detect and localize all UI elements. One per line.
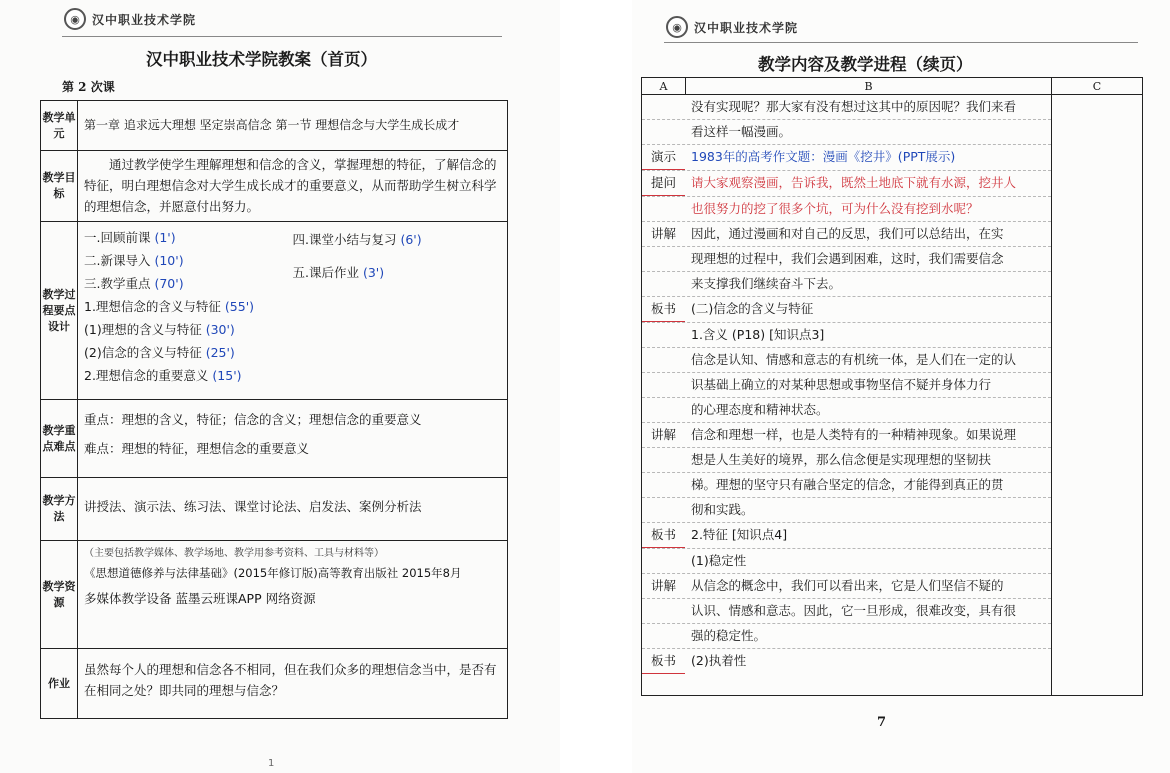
column-a-header: A <box>642 78 686 95</box>
school-logo-icon: ◉ <box>64 8 86 30</box>
process-item: (2)信念的含义与特征 (25') <box>84 345 235 360</box>
content-line <box>642 523 1051 549</box>
content-line-text: 1.含义 (P18) [知识点3] <box>691 327 825 342</box>
content-line-text: 现理想的过程中，我们会遇到困难，这时，我们需要信念 <box>691 251 1004 266</box>
homework-label: 作业 <box>41 649 78 719</box>
homework-row <box>41 649 508 719</box>
process-item: 一.回顾前课 (1') <box>84 230 176 245</box>
content-line-tag: 板书 <box>642 649 685 674</box>
lesson-number: 第 2 次课 <box>62 80 115 94</box>
methods-cell <box>78 478 508 541</box>
lesson-plan-table <box>40 100 508 719</box>
left-school-name: 汉中职业技术学院 <box>92 12 197 27</box>
content-cell <box>642 95 1052 696</box>
content-line-tag <box>642 247 685 271</box>
content-line-text: 彻和实践。 <box>691 502 754 517</box>
content-line <box>642 599 1051 624</box>
content-line-tag <box>642 549 685 573</box>
process-item: 五.课后作业 (3') <box>292 265 385 280</box>
content-line-text: 强的稳定性。 <box>691 628 767 643</box>
key-points-label: 教学重点难点 <box>41 400 78 478</box>
content-line <box>642 624 1051 649</box>
goals-text: 通过教学使学生理解理想和信念的含义，掌握理想的特征，了解信念的特征，明白理想信念对大学生成长成才的重要意义，从而帮助学生树立科学的理想信念，并愿意付出努力。 <box>84 157 497 214</box>
page-gutter <box>560 0 632 773</box>
left-header <box>64 8 196 30</box>
goals-label: 教学目标 <box>41 151 78 222</box>
content-line-text: 因此，通过漫画和对自己的反思，我们可以总结出，在实 <box>691 226 1004 241</box>
content-line <box>642 95 1051 120</box>
content-line <box>642 120 1051 145</box>
resources-cell <box>78 541 508 649</box>
methods-label: 教学方法 <box>41 478 78 541</box>
content-line <box>642 171 1051 197</box>
content-line-text: 识基础上确立的对某种思想或事物坚信不疑并身体力行 <box>691 377 992 392</box>
column-c-header: C <box>1052 78 1143 95</box>
right-header <box>666 16 798 38</box>
resources-row <box>41 541 508 649</box>
page-number: 7 <box>877 715 887 730</box>
key-text: 重点：理想的含义，特征；信念的含义；理想信念的重要意义 <box>84 412 422 427</box>
content-line-tag <box>642 498 685 522</box>
process-row <box>41 222 508 400</box>
key-points-cell <box>78 400 508 478</box>
teaching-progress-table <box>641 77 1143 696</box>
content-line <box>642 448 1051 473</box>
content-line <box>642 222 1051 247</box>
content-line-tag: 讲解 <box>650 427 676 442</box>
process-item: 1.理想信念的含义与特征 (55') <box>84 299 255 314</box>
content-line-tag <box>642 272 685 296</box>
content-line-text: (2)执着性 <box>691 653 747 668</box>
content-line-tag: 板书 <box>642 523 685 548</box>
content-line <box>642 398 1051 423</box>
process-item: 四.课堂小结与复习 (6') <box>292 232 422 247</box>
goals-row <box>41 151 508 222</box>
difficult-text: 难点：理想的特征，理想信念的重要意义 <box>84 441 310 456</box>
content-line-text: 请大家观察漫画，告诉我，既然土地底下就有水源，挖井人 <box>691 175 1017 190</box>
resources-line-2: 多媒体教学设备 蓝墨云班课APP 网络资源 <box>84 591 316 606</box>
content-line <box>642 423 1051 448</box>
content-line <box>642 373 1051 398</box>
content-row <box>642 95 1143 696</box>
column-b-header: B <box>686 78 1052 95</box>
content-line-text: 2.特征 [知识点4] <box>691 527 788 542</box>
content-line-tag <box>642 120 685 144</box>
process-item: 二.新课导入 (10') <box>84 253 184 268</box>
unit-label: 教学单元 <box>41 101 78 151</box>
process-label: 教学过程要点设计 <box>41 222 78 400</box>
content-line <box>642 498 1051 523</box>
content-line-text: 信念和理想一样，也是人类特有的一种精神现象。如果说理 <box>691 427 1017 442</box>
content-line-text: 梯。理想的坚守只有融合坚定的信念，才能得到真正的贯 <box>691 477 1004 492</box>
homework-text: 虽然每个人的理想和信念各不相同，但在我们众多的理想信念当中，是否有在相同之处？即共同的理想与信念？ <box>84 662 497 698</box>
process-item: (1)理想的含义与特征 (30') <box>84 322 235 337</box>
content-line-tag <box>642 473 685 497</box>
content-line-tag <box>642 323 685 347</box>
right-header-rule <box>664 42 1138 43</box>
key-points-row <box>41 400 508 478</box>
content-line-tag <box>642 197 685 221</box>
content-line-text: 也很努力的挖了很多个坑，可为什么没有挖到水呢？ <box>691 201 979 216</box>
content-line-tag: 讲解 <box>650 578 676 593</box>
content-line-text: 1983年的高考作文题：漫画《挖井》(PPT展示) <box>691 149 956 164</box>
process-item: 2.理想信念的重要意义 (15') <box>84 368 242 383</box>
content-line <box>642 649 1051 674</box>
content-line-text: (1)稳定性 <box>691 553 747 568</box>
content-line-text: 从信念的概念中，我们可以看出来，它是人们坚信不疑的 <box>691 578 1004 593</box>
content-line-tag: 演示 <box>642 145 685 170</box>
content-line <box>642 549 1051 574</box>
unit-cell <box>78 101 508 151</box>
content-line-tag <box>642 398 685 422</box>
content-line <box>642 247 1051 272</box>
content-line <box>642 323 1051 348</box>
process-cell <box>78 222 508 400</box>
content-lines <box>642 95 1051 674</box>
content-line-tag <box>642 373 685 397</box>
content-line-tag: 提问 <box>642 171 685 196</box>
methods-row <box>41 478 508 541</box>
content-line-tag <box>642 624 685 648</box>
content-line-tag <box>642 599 685 623</box>
content-line <box>642 297 1051 323</box>
content-line-tag <box>642 95 685 119</box>
left-header-rule <box>62 36 502 37</box>
homework-cell <box>78 649 508 719</box>
right-page-title: 教学内容及教学进程（续页） <box>758 55 973 74</box>
content-line <box>642 348 1051 373</box>
content-line-text: (二)信念的含义与特征 <box>691 301 814 316</box>
goals-cell <box>78 151 508 222</box>
resources-line-1: 《思想道德修养与法律基础》(2015年修订版)高等教育出版社 2015年8月 <box>84 566 462 580</box>
content-line-text: 来支撑我们继续奋斗下去。 <box>691 276 842 291</box>
content-line <box>642 272 1051 297</box>
content-line <box>642 145 1051 171</box>
process-grid <box>78 222 507 391</box>
resources-note: （主要包括教学媒体、教学场地、教学用参考资料、工具与材料等） <box>84 548 384 559</box>
content-line-tag <box>642 348 685 372</box>
process-right-column <box>293 226 502 387</box>
unit-row <box>41 101 508 151</box>
process-left-column <box>84 226 293 387</box>
content-line-text: 认识、情感和意志。因此，它一旦形成，很难改变，具有很 <box>691 603 1017 618</box>
content-line-tag: 讲解 <box>650 226 676 241</box>
left-page-title: 汉中职业技术学院教案（首页） <box>146 50 377 69</box>
content-line-text: 信念是认知、情感和意志的有机统一体，是人们在一定的认 <box>691 352 1017 367</box>
content-line <box>642 473 1051 498</box>
content-line <box>642 197 1051 222</box>
content-line-text: 看这样一幅漫画。 <box>691 124 792 139</box>
process-item: 三.教学重点 (70') <box>84 276 184 291</box>
content-line-text: 想是人生美好的境界，那么信念便是实现理想的坚韧扶 <box>691 452 992 467</box>
content-line-text: 的心理态度和精神状态。 <box>691 402 829 417</box>
methods-text: 讲授法、演示法、练习法、课堂讨论法、启发法、案例分析法 <box>84 499 422 514</box>
notes-column-cell <box>1052 95 1143 696</box>
right-school-name: 汉中职业技术学院 <box>694 20 799 35</box>
content-line-tag <box>642 448 685 472</box>
resources-label: 教学资源 <box>41 541 78 649</box>
content-line-text: 没有实现呢？那大家有没有想过这其中的原因呢？我们来看 <box>691 99 1017 114</box>
left-bottom-mark: 1 <box>268 758 275 769</box>
content-line-tag: 板书 <box>642 297 685 322</box>
content-line <box>642 574 1051 599</box>
unit-text: 第一章 追求远大理想 坚定崇高信念 第一节 理想信念与大学生成长成才 <box>84 118 460 132</box>
column-header-row <box>642 78 1143 95</box>
school-logo-icon: ◉ <box>666 16 688 38</box>
